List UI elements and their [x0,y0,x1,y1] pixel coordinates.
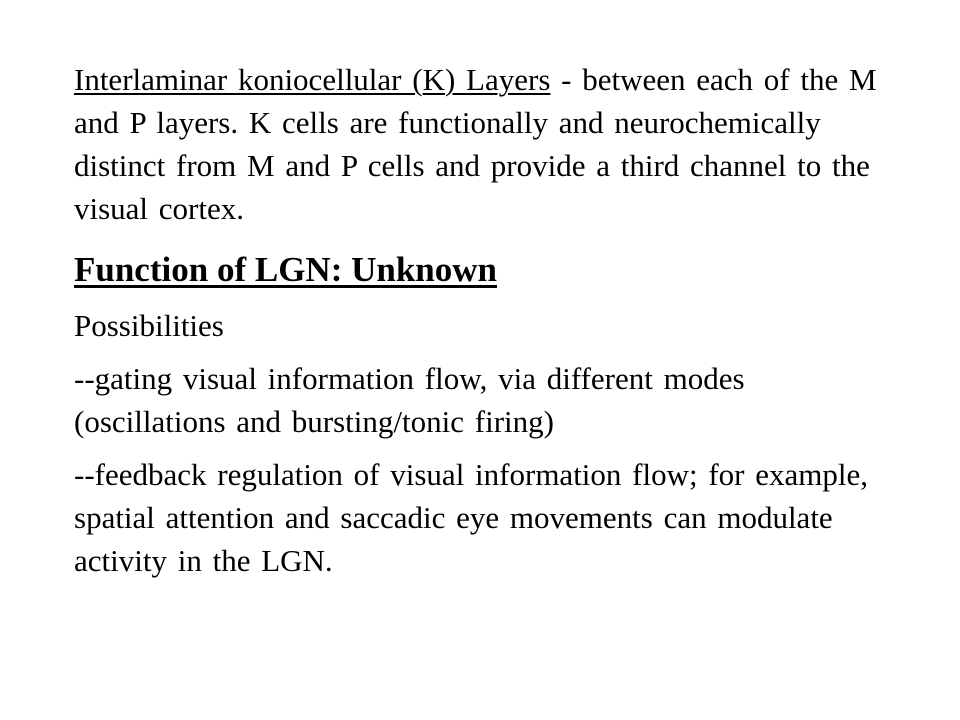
possibility-item-gating: --gating visual information flow, via different modes (oscillations and bursting/tonic firing) [74,361,745,439]
section-heading: Function of LGN: Unknown [74,250,498,289]
possibilities-label: Possibilities [74,308,224,343]
intro-paragraph [74,58,904,230]
intro-term: Interlaminar koniocellular (K) Layers [74,62,551,97]
possibility-item-feedback: --feedback regulation of visual information flow; for example, spatial attention and saccadic eye movements can modulate activity in the LGN. [74,457,869,578]
slide-content [74,58,904,582]
intro-text: - between each of the M and P layers. K cells are functionally and neurochemically distinct from M and P cells and provide a third channel to the visual cortex. [74,62,877,226]
